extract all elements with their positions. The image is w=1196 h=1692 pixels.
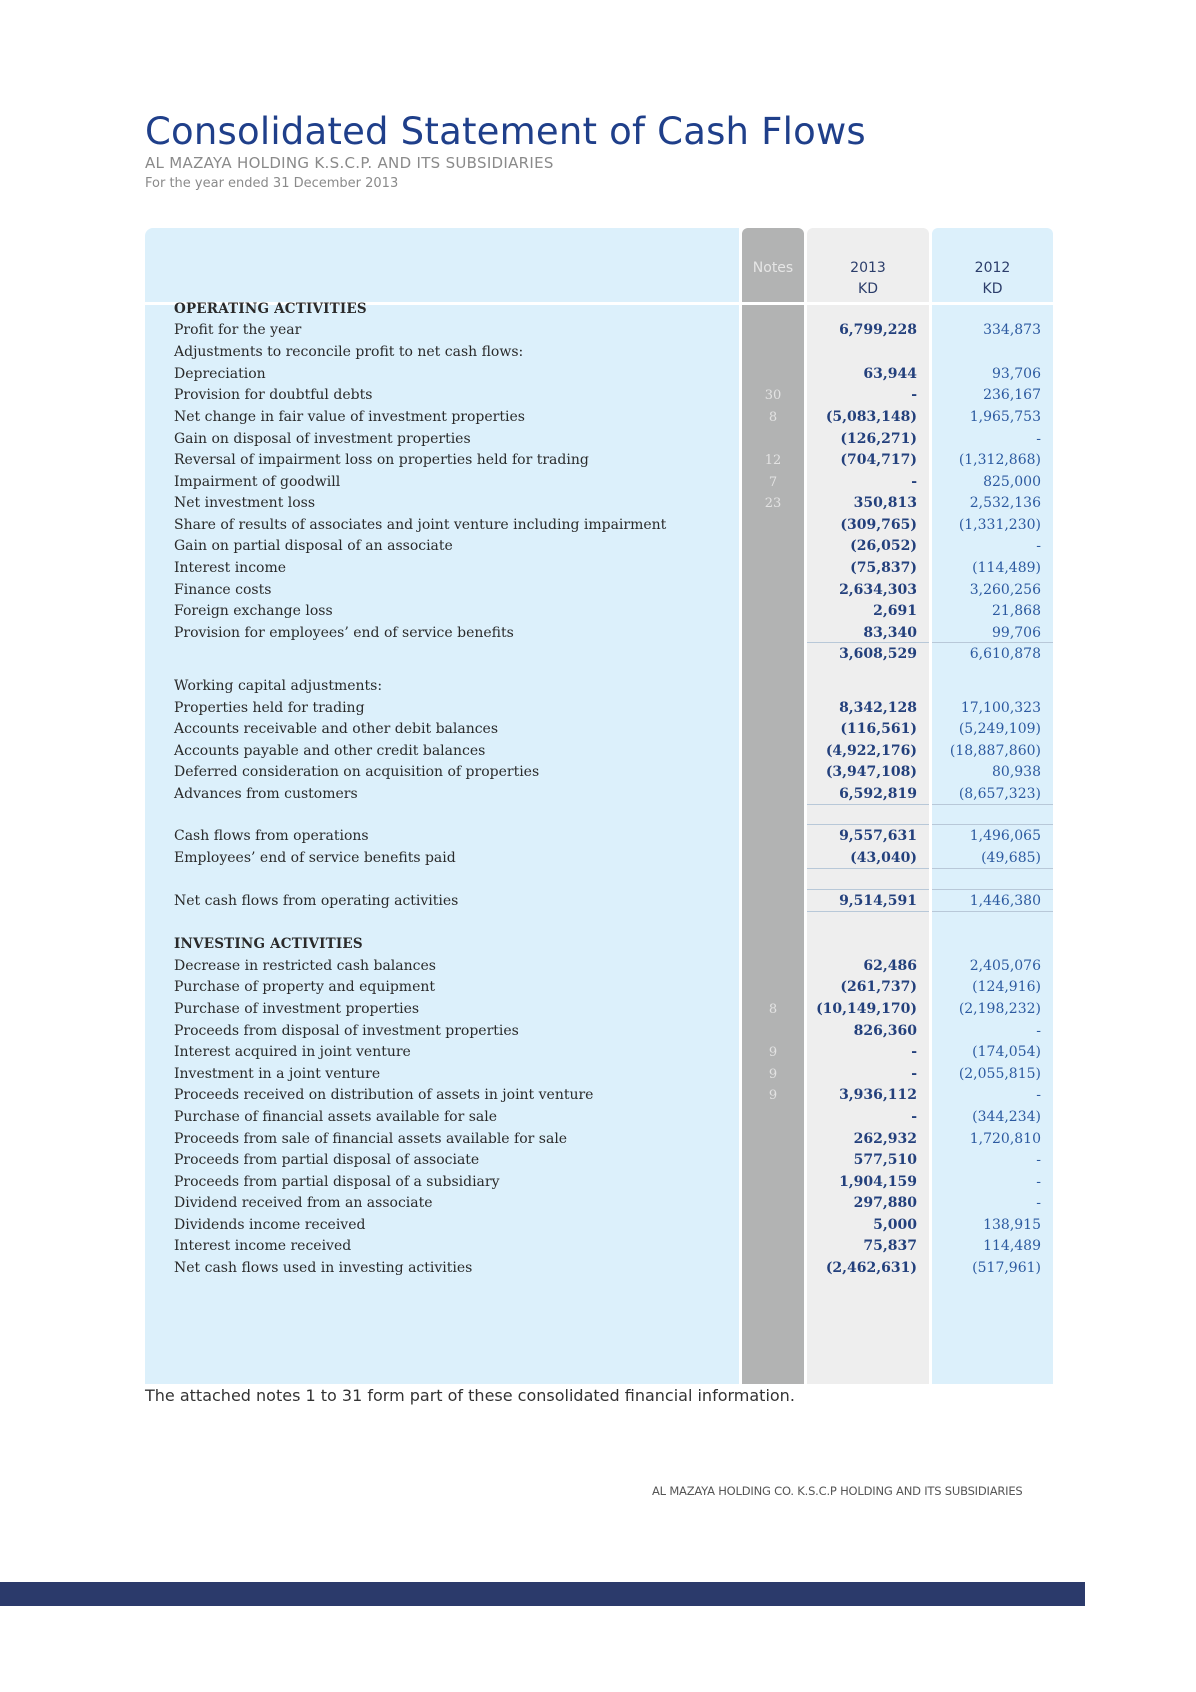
row-value-2013: 62,486 xyxy=(863,958,917,974)
subtotal-rule xyxy=(932,824,1053,825)
row-note: 9 xyxy=(768,1067,778,1082)
row-value-2012: (114,489) xyxy=(972,560,1041,576)
row-value-2012: 1,720,810 xyxy=(969,1131,1041,1147)
table-row xyxy=(145,1214,1053,1237)
row-value-2013: 297,880 xyxy=(853,1195,917,1211)
row-value-2012: (517,961) xyxy=(972,1260,1041,1276)
row-value-2013: 262,932 xyxy=(853,1131,917,1147)
row-label: Purchase of property and equipment xyxy=(174,979,436,995)
notes-column-header xyxy=(742,258,804,279)
row-value-2013: (75,837) xyxy=(850,560,917,576)
row-value-2013: 75,837 xyxy=(863,1238,917,1254)
row-value-2013: - xyxy=(911,474,917,490)
row-note: 8 xyxy=(768,1002,778,1017)
row-value-2012: 1,446,380 xyxy=(969,893,1041,909)
table-row xyxy=(145,890,1053,913)
row-value-2012: 3,260,256 xyxy=(969,582,1041,598)
table-row xyxy=(145,363,1053,386)
table-row xyxy=(145,1020,1053,1043)
year-2012-unit: KD xyxy=(982,281,1003,297)
row-value-2013: (26,052) xyxy=(850,538,917,554)
table-row xyxy=(145,697,1053,720)
row-value-2013: 9,514,591 xyxy=(839,893,917,909)
table-row xyxy=(145,675,1053,698)
row-value-2012: - xyxy=(1036,1087,1041,1103)
table-row xyxy=(145,847,1053,870)
year-2012-column-header xyxy=(932,258,1053,300)
subtotal-rule xyxy=(807,889,929,890)
row-value-2012: - xyxy=(1036,1152,1041,1168)
row-value-2012: (8,657,323) xyxy=(958,786,1041,802)
subtotal-rule xyxy=(807,642,929,643)
row-value-2012: 236,167 xyxy=(983,387,1041,403)
row-note: 9 xyxy=(768,1088,778,1103)
table-row xyxy=(145,998,1053,1021)
row-value-2013: - xyxy=(911,1066,917,1082)
cash-flow-table xyxy=(145,228,1053,1384)
table-row xyxy=(145,341,1053,364)
row-value-2012: (174,054) xyxy=(972,1044,1041,1060)
table-row xyxy=(145,579,1053,602)
row-label: Net cash flows used in investing activities xyxy=(174,1260,473,1276)
row-value-2013: (3,947,108) xyxy=(825,764,917,780)
row-label: Decrease in restricted cash balances xyxy=(174,958,436,974)
row-value-2012: 2,532,136 xyxy=(969,495,1041,511)
year-2013-unit: KD xyxy=(858,281,878,297)
row-label: Depreciation xyxy=(174,366,266,382)
row-value-2013: (309,765) xyxy=(840,517,917,533)
row-value-2013: 6,592,819 xyxy=(839,786,917,802)
row-value-2012: 21,868 xyxy=(992,603,1041,619)
row-label: Dividend received from an associate xyxy=(174,1195,433,1211)
row-value-2013: - xyxy=(911,1044,917,1060)
row-label: Accounts payable and other credit balances xyxy=(174,743,486,759)
row-label: Provision for employees’ end of service benefits xyxy=(174,625,514,641)
row-label: Investment in a joint venture xyxy=(174,1066,381,1082)
row-value-2013: 577,510 xyxy=(853,1152,917,1168)
footer-company-name: AL MAZAYA HOLDING CO. K.S.C.P HOLDING AND ITS SUBSIDIARIES xyxy=(652,1484,1023,1498)
row-value-2012: - xyxy=(1036,1174,1041,1190)
row-label: Employees’ end of service benefits paid xyxy=(174,850,456,866)
row-label: Proceeds from partial disposal of a subsidiary xyxy=(174,1174,500,1190)
row-label: Interest income received xyxy=(174,1238,352,1254)
row-label: Net investment loss xyxy=(174,495,316,511)
row-value-2012: (1,312,868) xyxy=(958,452,1041,468)
row-value-2012: 1,496,065 xyxy=(969,828,1041,844)
table-row xyxy=(145,428,1053,451)
section-heading-row xyxy=(145,933,1053,956)
subtotal-rule xyxy=(932,889,1053,890)
row-value-2012: (18,887,860) xyxy=(949,743,1041,759)
table-row xyxy=(145,718,1053,741)
row-value-2012: 114,489 xyxy=(983,1238,1041,1254)
table-row xyxy=(145,406,1053,429)
row-value-2013: 8,342,128 xyxy=(839,700,917,716)
row-label: Net cash flows from operating activities xyxy=(174,893,459,909)
table-row xyxy=(145,1041,1053,1064)
row-value-2013: (4,922,176) xyxy=(825,743,917,759)
row-value-2013: 350,813 xyxy=(853,495,917,511)
table-row xyxy=(145,1257,1053,1280)
row-value-2013: 6,799,228 xyxy=(839,322,917,338)
row-value-2012: 138,915 xyxy=(983,1217,1041,1233)
row-value-2013: 826,360 xyxy=(853,1023,917,1039)
row-value-2013: 2,691 xyxy=(873,603,917,619)
row-label: Purchase of investment properties xyxy=(174,1001,420,1017)
subtotal-rule xyxy=(807,868,929,869)
table-row xyxy=(145,783,1053,806)
row-label: Advances from customers xyxy=(174,786,358,802)
row-value-2013: 9,557,631 xyxy=(839,828,917,844)
table-row xyxy=(145,492,1053,515)
table-row xyxy=(145,384,1053,407)
table-row xyxy=(145,1171,1053,1194)
row-value-2013: - xyxy=(911,387,917,403)
row-label: Working capital adjustments: xyxy=(174,678,383,694)
row-value-2012: 93,706 xyxy=(992,366,1041,382)
row-value-2012: (2,055,815) xyxy=(958,1066,1041,1082)
table-row xyxy=(145,449,1053,472)
table-row xyxy=(145,1149,1053,1172)
company-name: AL MAZAYA HOLDING K.S.C.P. AND ITS SUBSIDIARIES xyxy=(145,154,554,172)
row-value-2013: (116,561) xyxy=(840,721,917,737)
table-row xyxy=(145,514,1053,537)
table-row xyxy=(145,1235,1053,1258)
row-note: 30 xyxy=(764,388,782,403)
row-value-2013: 5,000 xyxy=(873,1217,917,1233)
table-row xyxy=(145,740,1053,763)
row-value-2012: 6,610,878 xyxy=(969,646,1041,662)
row-value-2012: 17,100,323 xyxy=(960,700,1041,716)
row-label: Share of results of associates and joint venture including impairment xyxy=(174,517,667,533)
subtotal-rule xyxy=(932,868,1053,869)
row-note: 8 xyxy=(768,410,778,425)
row-value-2012: 80,938 xyxy=(992,764,1041,780)
year-2013-column-header xyxy=(807,258,929,300)
row-note: 23 xyxy=(764,496,782,511)
row-label: Impairment of goodwill xyxy=(174,474,341,490)
subtotal-rule xyxy=(932,804,1053,805)
row-value-2012: (124,916) xyxy=(972,979,1041,995)
row-value-2012: 1,965,753 xyxy=(969,409,1041,425)
table-row xyxy=(145,600,1053,623)
page-title: Consolidated Statement of Cash Flows xyxy=(145,110,866,153)
footnote: The attached notes 1 to 31 form part of these consolidated financial information. xyxy=(145,1386,795,1405)
row-label: Provision for doubtful debts xyxy=(174,387,373,403)
row-value-2013: - xyxy=(911,1109,917,1125)
row-value-2012: - xyxy=(1036,1195,1041,1211)
row-label: Finance costs xyxy=(174,582,272,598)
row-value-2013: (2,462,631) xyxy=(825,1260,917,1276)
row-value-2012: 334,873 xyxy=(983,322,1041,338)
year-2012-label: 2012 xyxy=(974,260,1011,276)
row-value-2013: (261,737) xyxy=(840,979,917,995)
row-label: Gain on partial disposal of an associate xyxy=(174,538,453,554)
table-row xyxy=(145,1106,1053,1129)
row-value-2013: 83,340 xyxy=(863,625,917,641)
table-row xyxy=(145,761,1053,784)
row-note: 12 xyxy=(764,453,782,468)
row-value-2013: 63,944 xyxy=(863,366,917,382)
table-row xyxy=(145,955,1053,978)
row-value-2012: (1,331,230) xyxy=(958,517,1041,533)
row-value-2012: (49,685) xyxy=(981,850,1041,866)
row-value-2013: (43,040) xyxy=(850,850,917,866)
table-row xyxy=(145,1063,1053,1086)
row-label: Purchase of financial assets available for sale xyxy=(174,1109,498,1125)
subtotal-rule xyxy=(807,804,929,805)
row-label: Cash flows from operations xyxy=(174,828,369,844)
subtotal-rule xyxy=(807,911,929,912)
row-value-2012: 825,000 xyxy=(983,474,1041,490)
row-label: Proceeds from partial disposal of associate xyxy=(174,1152,480,1168)
reporting-period: For the year ended 31 December 2013 xyxy=(145,176,399,191)
row-label: Profit for the year xyxy=(174,322,302,338)
subtotal-rule xyxy=(807,824,929,825)
table-row xyxy=(145,643,1053,666)
section-heading-row xyxy=(145,298,1053,321)
row-label: Adjustments to reconcile profit to net cash flows: xyxy=(174,344,524,360)
row-value-2013: 3,608,529 xyxy=(839,646,917,662)
table-row xyxy=(145,825,1053,848)
row-label: Proceeds received on distribution of assets in joint venture xyxy=(174,1087,594,1103)
row-value-2013: 2,634,303 xyxy=(839,582,917,598)
row-value-2013: (126,271) xyxy=(840,431,917,447)
subtotal-rule xyxy=(932,911,1053,912)
row-value-2012: 2,405,076 xyxy=(969,958,1041,974)
row-label: Accounts receivable and other debit balances xyxy=(174,721,499,737)
row-label: Foreign exchange loss xyxy=(174,603,333,619)
row-value-2012: - xyxy=(1036,538,1041,554)
row-label: Proceeds from sale of financial assets available for sale xyxy=(174,1131,568,1147)
table-row xyxy=(145,535,1053,558)
table-row xyxy=(145,976,1053,999)
row-label: Net change in fair value of investment properties xyxy=(174,409,525,425)
table-row xyxy=(145,1128,1053,1151)
row-note: 7 xyxy=(768,475,778,490)
row-value-2013: 3,936,112 xyxy=(839,1087,917,1103)
row-value-2012: 99,706 xyxy=(992,625,1041,641)
row-value-2012: (5,249,109) xyxy=(958,721,1041,737)
row-label: Reversal of impairment loss on properties held for trading xyxy=(174,452,589,468)
row-label: INVESTING ACTIVITIES xyxy=(174,936,363,952)
row-value-2013: (5,083,148) xyxy=(825,409,917,425)
row-label: Proceeds from disposal of investment properties xyxy=(174,1023,519,1039)
notes-header-label: Notes xyxy=(752,260,794,276)
year-2013-label: 2013 xyxy=(850,260,886,276)
table-row xyxy=(145,319,1053,342)
row-label: Gain on disposal of investment properties xyxy=(174,431,471,447)
row-value-2012: (2,198,232) xyxy=(958,1001,1041,1017)
subtotal-rule xyxy=(932,642,1053,643)
row-value-2012: - xyxy=(1036,1023,1041,1039)
footer-bar xyxy=(0,1582,1085,1606)
row-value-2012: (344,234) xyxy=(972,1109,1041,1125)
table-row xyxy=(145,557,1053,580)
row-label: OPERATING ACTIVITIES xyxy=(174,301,367,317)
row-value-2012: - xyxy=(1036,431,1041,447)
row-value-2013: 1,904,159 xyxy=(839,1174,917,1190)
row-label: Interest acquired in joint venture xyxy=(174,1044,411,1060)
row-value-2013: (10,149,170) xyxy=(816,1001,917,1017)
table-row xyxy=(145,1192,1053,1215)
row-label: Interest income xyxy=(174,560,287,576)
row-value-2013: (704,717) xyxy=(840,452,917,468)
row-label: Dividends income received xyxy=(174,1217,366,1233)
row-label: Properties held for trading xyxy=(174,700,365,716)
table-row xyxy=(145,471,1053,494)
table-row xyxy=(145,1084,1053,1107)
row-label: Deferred consideration on acquisition of properties xyxy=(174,764,540,780)
row-note: 9 xyxy=(768,1045,778,1060)
